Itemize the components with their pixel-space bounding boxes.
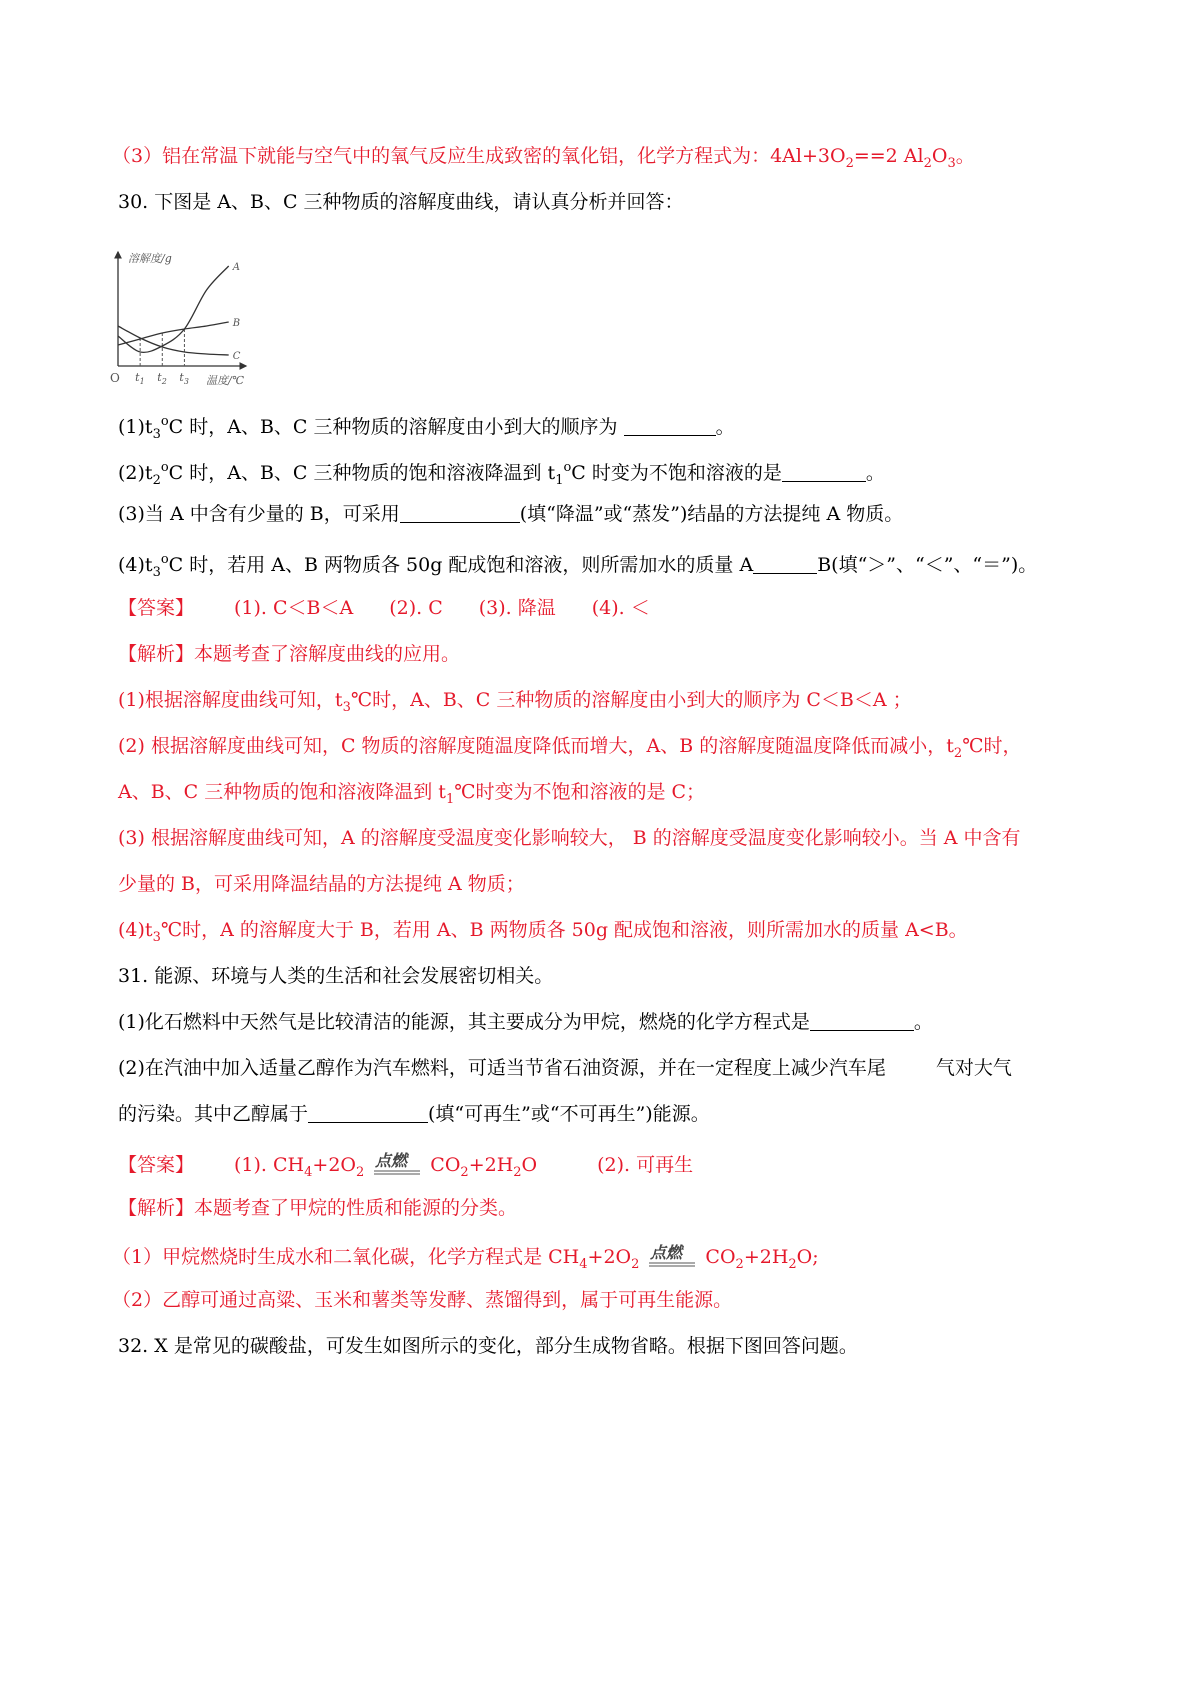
q30-part4: $(4)t_3^oC$ 时，若用 A、B 两物质各 50g 配成饱和溶液，则所需加水的质量 A B(填“＞”、“＜”、“＝”)。 (118, 552, 1038, 580)
origin-label: O (110, 371, 120, 385)
series-label-b: B (232, 318, 241, 329)
q31-explanation-1: （1）甲烷燃烧时生成水和二氧化碳，化学方程式是 $CH_4+2O_2$ 点燃 $CO_2+2H_2O$; (112, 1243, 819, 1272)
q30-explanation-2b: A、B、C 三种物质的饱和溶液降温到 $t_1℃$时变为不饱和溶液的是 C； (118, 781, 706, 807)
answer-blank[interactable] (308, 1104, 428, 1123)
y-axis-label: 溶解度/g (128, 252, 172, 265)
x-tick-t3: $t_3$ (179, 371, 189, 386)
ignite-condition-icon (374, 1150, 420, 1176)
x-tick-t1: $t_1$ (135, 371, 145, 386)
q30-part3: (3)当 A 中含有少量的 B，可采用 (填“降温”或“蒸发”)结晶的方法提纯 A 物质。 (118, 503, 904, 525)
svg-text:点燃: 点燃 (375, 1151, 408, 1170)
curve-b (118, 322, 229, 345)
svg-text:点燃: 点燃 (650, 1243, 683, 1262)
q29-part3: （3）铝在常温下就能与空气中的氧气反应生成致密的氧化铝，化学方程式为：$4Al+3O_2==2$ $Al_2O_3$。 (112, 145, 975, 171)
q30-explanation-3b: 少量的 B，可采用降温结晶的方法提纯 A 物质； (118, 873, 525, 895)
ignite-condition-icon (649, 1242, 695, 1268)
q31-part1: (1)化石燃料中天然气是比较清洁的能源，其主要成分为甲烷，燃烧的化学方程式是 。 (118, 1011, 933, 1033)
x-axis-label: 温度/℃ (206, 374, 245, 387)
series-label-a: A (232, 262, 240, 273)
q30-part2: $(2)t_2^oC$ 时，A、B、C 三种物质的饱和溶液降温到 $t_1^oC$ 时变为不饱和溶液的是 。 (118, 460, 885, 488)
q32-stem: 32. X 是常见的碳酸盐，可发生如图所示的变化，部分生成物省略。根据下图回答问题。 (118, 1335, 858, 1357)
q31-part2a: (2)在汽油中加入适量乙醇作为汽车燃料，可适当节省石油资源，并在一定程度上减少汽车尾 气对大气 (118, 1057, 1012, 1079)
q30-explanation-3a: (3) 根据溶解度曲线可知，A 的溶解度受温度变化影响较大， B 的溶解度受温度变化影响较小。当 A 中含有 (118, 827, 1021, 849)
q31-stem: 31. 能源、环境与人类的生活和社会发展密切相关。 (118, 965, 554, 987)
answer-blank[interactable] (400, 504, 520, 523)
answer-blank[interactable] (810, 1012, 914, 1031)
solubility-chart (110, 248, 282, 388)
answer-blank[interactable] (753, 555, 817, 574)
curve-a (118, 266, 229, 352)
q30-explanation-4: $(4)t_3℃$时，A 的溶解度大于 B，若用 A、B 两物质各 50g 配成饱和溶液，则所需加水的质量 A<B。 (118, 919, 968, 945)
series-label-c: C (232, 351, 241, 362)
q31-part2b: 的污染。其中乙醇属于 (填“可再生”或“不可再生”)能源。 (118, 1103, 710, 1125)
q31-explanation-2: （2）乙醇可通过高粱、玉米和薯类等发酵、蒸馏得到，属于可再生能源。 (112, 1289, 733, 1311)
q30-explanation-title: 【解析】本题考查了溶解度曲线的应用。 (118, 643, 461, 665)
q30-stem: 30. 下图是 A、B、C 三种物质的溶解度曲线，请认真分析并回答： (118, 191, 684, 213)
answer-blank[interactable] (782, 463, 866, 482)
q30-explanation-2a: (2) 根据溶解度曲线可知，C 物质的溶解度随温度降低而增大，A、B 的溶解度随温度降低而减小，$t_2℃$时， (118, 735, 1022, 761)
q31-explanation-title: 【解析】本题考查了甲烷的性质和能源的分类。 (118, 1197, 518, 1219)
answer-blank[interactable] (624, 417, 716, 436)
q30-part1: $(1)t_3^oC$ 时，A、B、C 三种物质的溶解度由小到大的顺序为 。 (118, 414, 735, 442)
q30-explanation-1: (1)根据溶解度曲线可知，$t_3℃$时，A、B、C 三种物质的溶解度由小到大的顺序为 C＜B＜A ； (118, 689, 912, 715)
x-tick-t2: $t_2$ (157, 371, 167, 386)
q30-answer: 【答案】 (1). C＜B＜A (2). C (3). 降温 (4). ＜ (118, 597, 650, 619)
q31-answer: 【答案】 (1). $CH_4+2O_2$ 点燃 $CO_2+2H_2O$ (2). 可再生 (118, 1151, 694, 1180)
